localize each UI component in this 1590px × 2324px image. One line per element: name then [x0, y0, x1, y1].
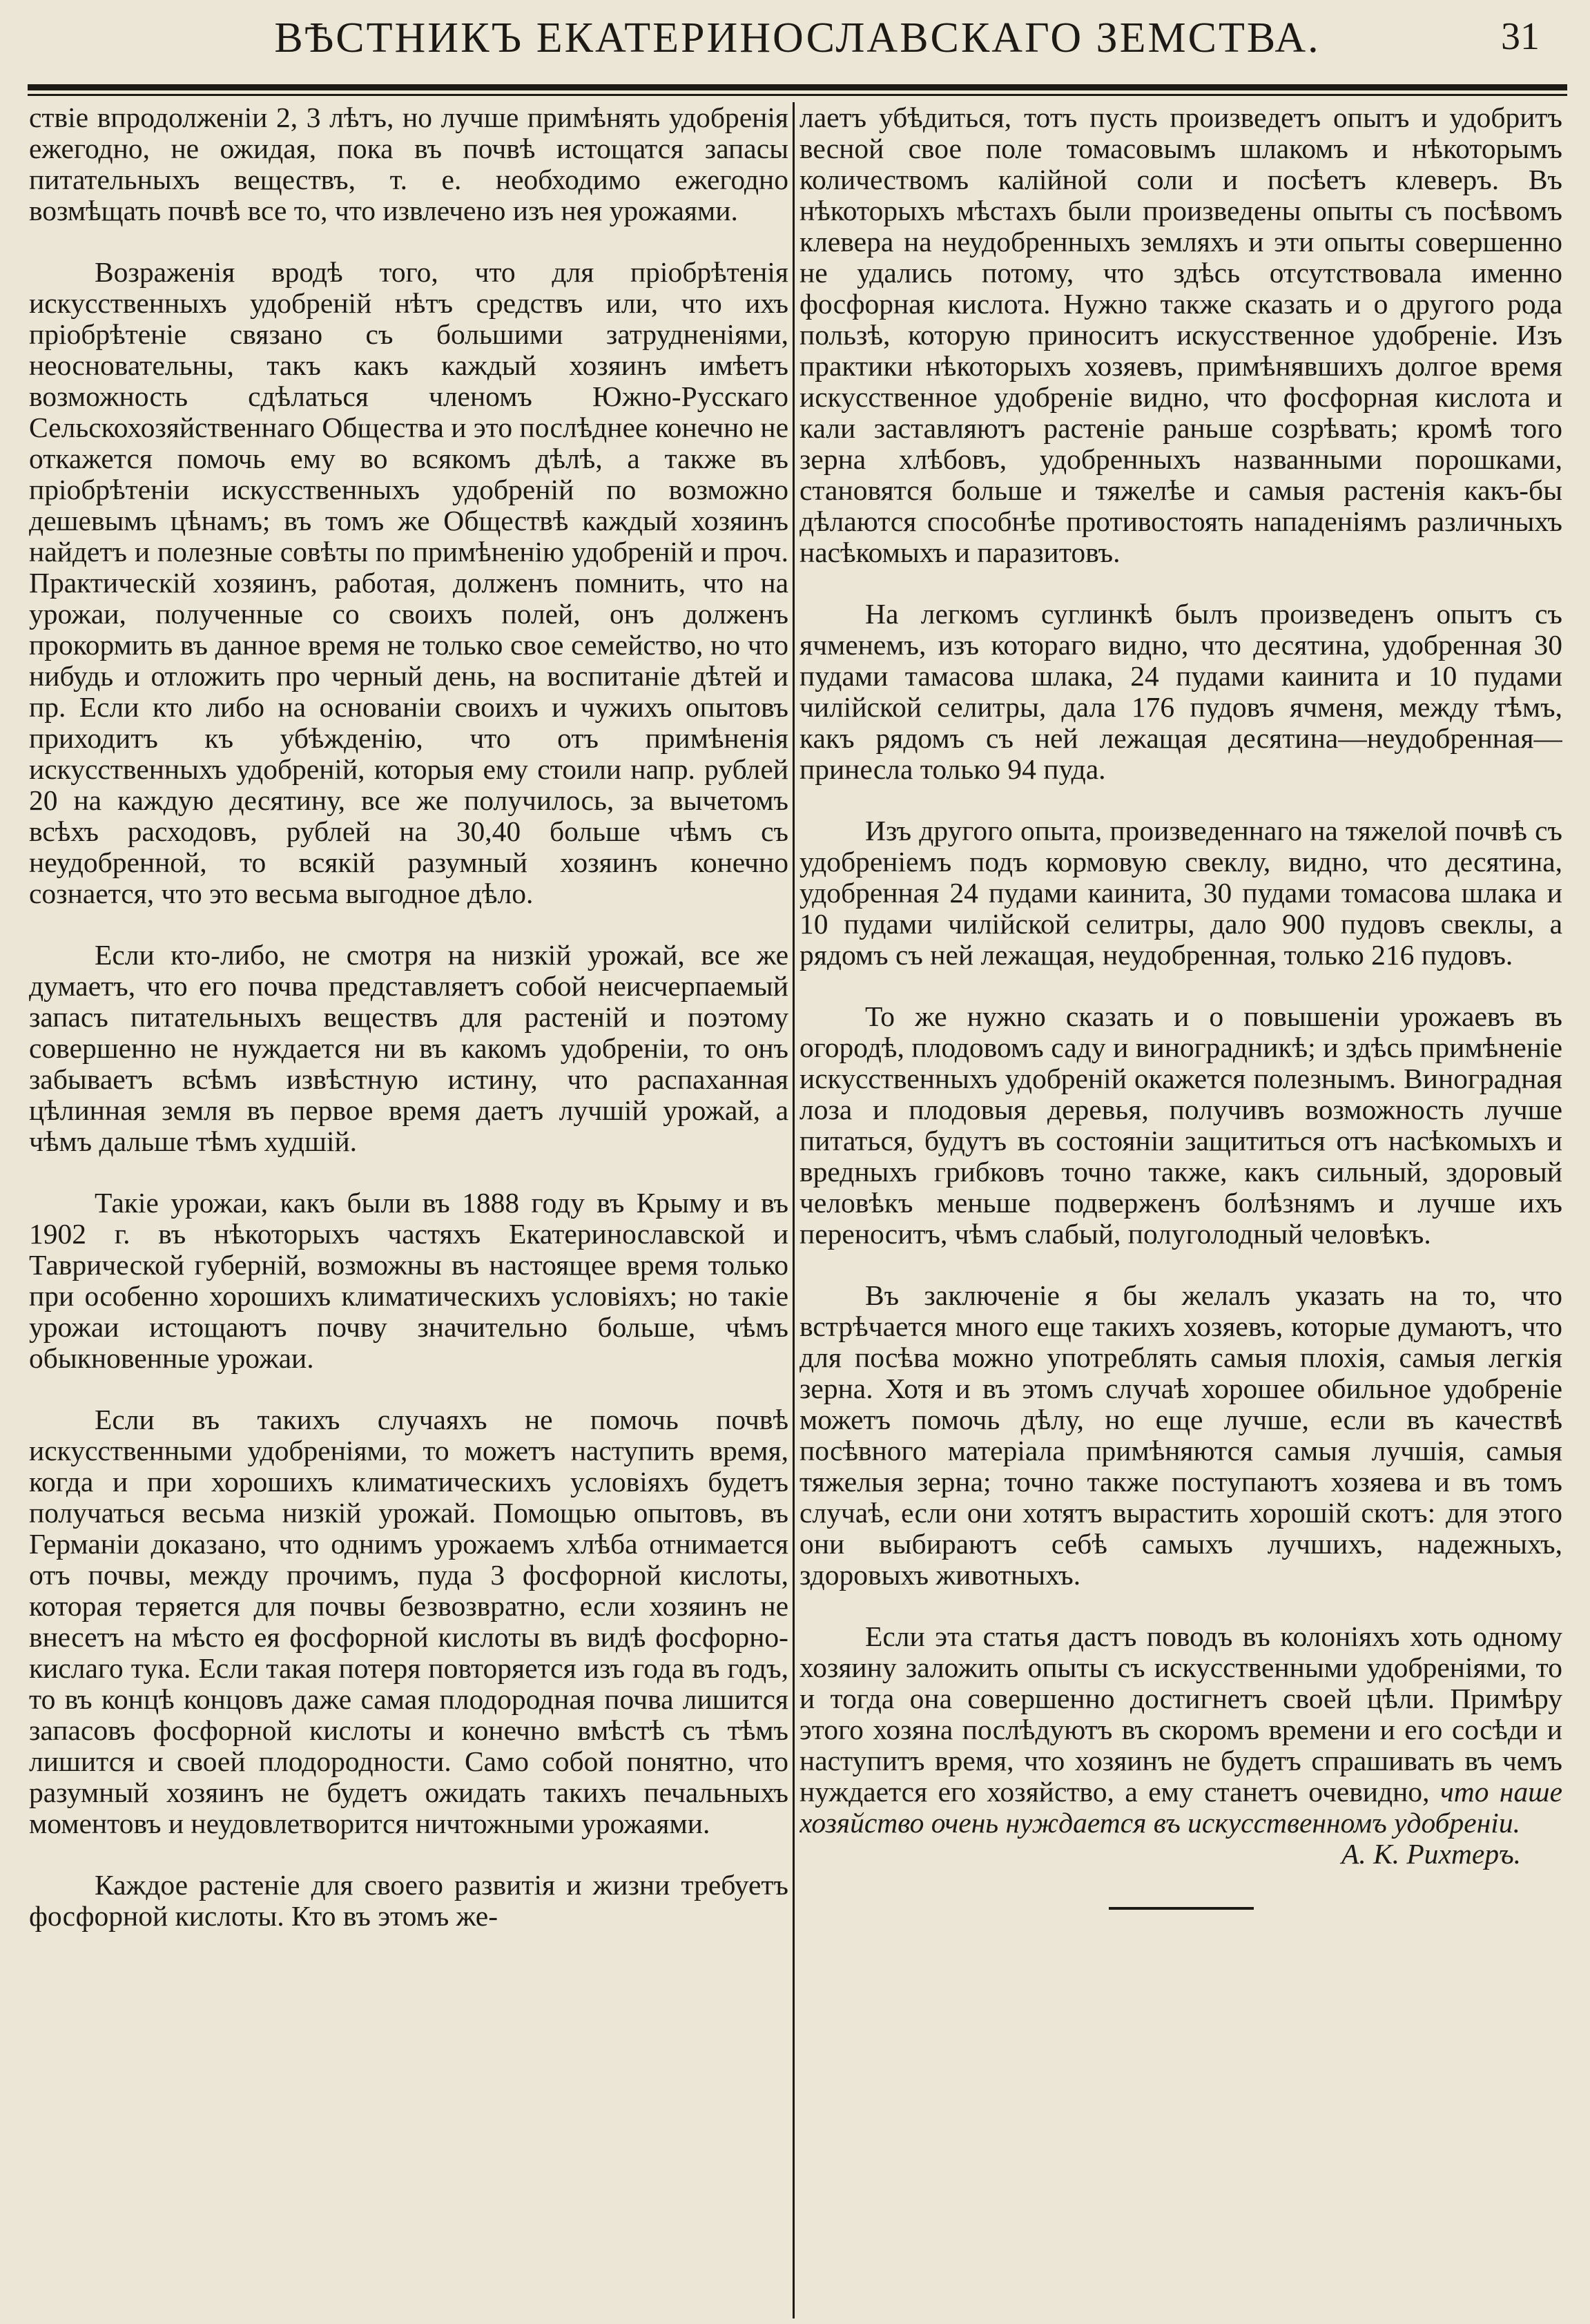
end-rule — [1109, 1907, 1254, 1910]
header-rule-thick — [28, 84, 1567, 90]
column-divider — [793, 102, 795, 2318]
left-column — [29, 102, 788, 2312]
journal-title: ВѢСТНИКЪ ЕКАТЕРИНОСЛАВСКАГО ЗЕМСТВА. — [274, 14, 1321, 61]
paragraph: Каждое растеніе для своего развитія и жизни требуетъ фосфорной кислоты. Кто въ этомъ же- — [29, 1869, 788, 1932]
right-column — [799, 102, 1562, 2312]
paragraph: Изъ другого опыта, произведеннаго на тяжелой почвѣ съ удобреніемъ подъ кормовую свеклу, видно, что десятина, удобренная 24 пудами каинита, 30 пудами томасова шлака и 10 пудами чилійской селитры, дало 900 пудовъ свеклы, а рядомъ съ ней лежащая, неудобренная, только 216 пудовъ. — [799, 815, 1562, 971]
paragraph: ствіе впродолженіи 2, 3 лѣтъ, но лучше примѣнять удобренія ежегодно, не ожидая, пока въ почвѣ истощатся запасы питательныхъ веществъ, т. е. необходимо ежегодно возмѣщать почвѣ все то, что извлечено изъ нея урожаями. — [29, 102, 788, 226]
paragraph: лаетъ убѣдиться, тотъ пусть произведетъ опытъ и удобритъ весной свое поле томасовымъ шлакомъ и нѣкоторымъ количествомъ калійной соли и посѣетъ клеверъ. Въ нѣкоторыхъ мѣстахъ были произведены опыты съ посѣвомъ клевера на неудобренныхъ земляхъ и эти опыты совершенно не удались потому, что здѣсь отсутствовала именно фосфорная кислота. Нужно также сказать и о другого рода пользѣ, которую приноситъ искусственное удобреніе. Изъ практики нѣкоторыхъ хозяевъ, примѣнявшихъ долгое время искусственное удобреніе видно, что фосфорная кислота и кали заставляютъ растеніе раньше созрѣвать; кромѣ того зерна хлѣбовъ, удобренныхъ названными порошками, становятся больше и тяжелѣе и самыя растенія какъ-бы дѣлаются способнѣе противостоять нападеніямъ различныхъ насѣкомыхъ и паразитовъ. — [799, 102, 1562, 568]
paragraph: На легкомъ суглинкѣ былъ произведенъ опытъ съ ячменемъ, изъ котораго видно, что десятина, удобренная 30 пудами тамасова шлака, 24 пудами каинита и 10 пудами чилійской селитры, дала 176 пудовъ ячменя, между тѣмъ, какъ рядомъ съ ней лежащая десятина—неудобренная—принесла только 94 пуда. — [799, 598, 1562, 785]
closing-text: Если эта статья дастъ поводъ въ колоніяхъ хоть одному хозяину заложить опыты съ искусственными удобреніями, то и тогда она совершенно достигнетъ своей цѣли. Примѣру этого хозяна послѣдуютъ въ скоромъ времени и его сосѣди и наступитъ время, что хозяинъ не будетъ спрашивать въ чемъ нуждается его хозяйство, а ему станетъ очевидно, — [799, 1620, 1562, 1808]
paragraph: То же нужно сказать и о повышеніи урожаевъ въ огородѣ, плодовомъ саду и виноградникѣ; и здѣсь примѣненіе искусственныхъ удобреній окажется полезнымъ. Виноградная лоза и плодовыя деревья, получивъ возможность лучше питаться, будутъ въ состояніи защититься отъ насѣкомыхъ и вредныхъ грибковъ точно также, какъ сильный, здоровый человѣкъ меньше подверженъ болѣзнямъ и лучше ихъ переноситъ, чѣмъ слабый, полуголодный человѣкъ. — [799, 1000, 1562, 1250]
closing-italic: что наше хозяйство очень нуждается въ искусственномъ удобреніи. — [799, 1776, 1562, 1839]
closing-paragraph — [799, 1621, 1562, 1839]
paragraph: Въ заключеніе я бы желалъ указать на то, что встрѣчается много еще такихъ хозяевъ, которые думаютъ, что для посѣва можно употреблять самыя плохія, самыя легкія зерна. Хотя и въ этомъ случаѣ хорошее обильное удобреніе можетъ помочь дѣлу, но еще лучше, если въ качествѣ посѣвного матеріала примѣняются самыя лучшія, самыя тяжелыя зерна; точно также поступаютъ хозяева и въ томъ случаѣ, если они хотятъ вырастить хорошій скотъ: для этого они выбираютъ себѣ самыхъ лучшихъ, надежныхъ, здоровыхъ животныхъ. — [799, 1279, 1562, 1591]
author-signature: А. К. Рихтеръ. — [1341, 1838, 1521, 1870]
page-number: 31 — [1501, 15, 1540, 58]
paragraph: Такіе урожаи, какъ были въ 1888 году въ Крыму и въ 1902 г. въ нѣкоторыхъ частяхъ Екатеринославской и Таврической губерній, возможны въ настоящее время только при особенно хорошихъ климатическихъ условіяхъ; но такіе урожаи истощаютъ почву значительно больше, чѣмъ обыкновенные урожаи. — [29, 1187, 788, 1374]
header-rule-thin — [28, 94, 1567, 96]
paragraph: Если кто-либо, не смотря на низкій урожай, все же думаетъ, что его почва представляетъ собой неисчерпаемый запасъ питательныхъ веществъ для растеній и поэтому совершенно не нуждается ни въ какомъ удобреніи, то онъ забываетъ всѣмъ извѣстную истину, что распаханная цѣлинная земля въ первое время даетъ лучшій урожай, а чѣмъ дальше тѣмъ худшій. — [29, 939, 788, 1157]
paragraph: Возраженія вродѣ того, что для пріобрѣтенія искусственныхъ удобреній нѣтъ средствъ или, что ихъ пріобрѣтеніе связано съ большими затрудненіями, неосновательны, такъ какъ каждый хозяинъ имѣетъ возможность сдѣлаться членомъ Южно-Русскаго Сельскохозяйственнаго Общества и это послѣднее конечно не откажется помочь ему во всякомъ дѣлѣ, а также въ пріобрѣтеніи искусственныхъ удобреній по возможно дешевымъ цѣнамъ; въ томъ же Обществѣ каждый хозяинъ найдетъ и полезные совѣты по примѣненію удобреній и проч. Практическій хозяинъ, работая, долженъ помнить, что на урожаи, полученные со своихъ полей, онъ долженъ прокормить въ данное время не только свое семейство, но что нибудь и отложить про черный день, на воспитаніе дѣтей и пр. Если кто либо на основаніи своихъ и чужихъ опытовъ приходитъ къ убѣжденію, что отъ примѣненія искусственныхъ удобреній, которыя ему стоили напр. рублей 20 на каждую десятину, все же получилось, за вычетомъ всѣхъ расходовъ, рублей на 30,40 больше чѣмъ съ неудобренной, то всякій разумный хозяинъ конечно сознается, что это весьма выгодное дѣло. — [29, 256, 788, 909]
paragraph: Если въ такихъ случаяхъ не помочь почвѣ искусственными удобреніями, то можетъ наступить время, когда и при хорошихъ климатическихъ условіяхъ будетъ получаться весьма низкій урожай. Помощью опытовъ, въ Германіи доказано, что однимъ урожаемъ хлѣба отнимается отъ почвы, между прочимъ, пуда 3 фосфорной кислоты, которая теряется для почвы безвозвратно, если хозяинъ не внесетъ на мѣсто ея фосфорной кислоты въ видѣ фосфорно-кислаго тука. Если такая потеря повторяется изъ года въ годъ, то въ концѣ концовъ даже самая плодородная почва лишится запасовъ фосфорной кислоты и конечно вмѣстѣ съ тѣмъ лишится и своей плодородности. Само собой понятно, что разумный хозяинъ не будетъ ожидать такихъ печальныхъ моментовъ и неудовлетворится ничтожными урожаями. — [29, 1404, 788, 1839]
page-header — [28, 8, 1567, 84]
